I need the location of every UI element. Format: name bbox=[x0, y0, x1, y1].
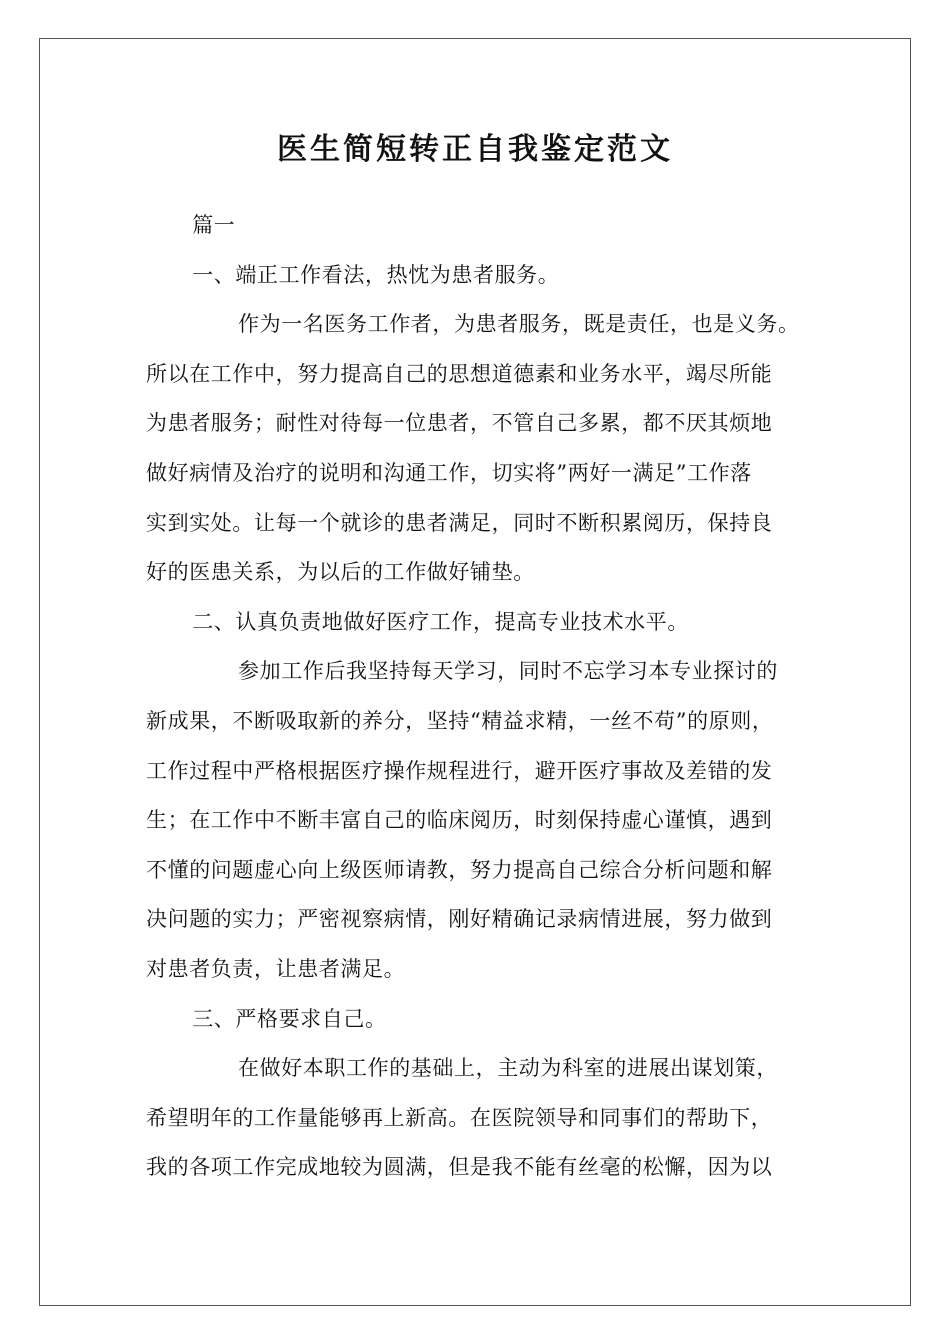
section-label: 篇一 bbox=[192, 213, 236, 237]
text-line: 为患者服务；耐性对待每一位患者，不管自己多累，都不厌其烦地 bbox=[146, 411, 773, 436]
paragraph-3 bbox=[146, 1044, 836, 1193]
heading-1: 一、端正工作看法，热忱为患者服务。 bbox=[192, 262, 560, 287]
text-line: 新成果，不断吸取新的养分，坚持“精益求精，一丝不苟”的原则， bbox=[146, 708, 774, 733]
text-line: 不懂的问题虚心向上级医师请教，努力提高自己综合分析问题和解 bbox=[146, 857, 773, 882]
document-body bbox=[146, 201, 836, 1193]
paragraph-2 bbox=[146, 647, 836, 994]
text-line: 我的各项工作完成地较为圆满，但是我不能有丝毫的松懈，因为以 bbox=[146, 1155, 773, 1180]
paragraph-1 bbox=[146, 300, 836, 598]
text-line: 希望明年的工作量能够再上新高。在医院领导和同事们的帮助下， bbox=[146, 1105, 773, 1130]
text-line: 所以在工作中，努力提高自己的思想道德素和业务水平，竭尽所能 bbox=[146, 361, 773, 386]
text-line: 作为一名医务工作者，为患者服务，既是责任，也是义务。 bbox=[238, 312, 800, 337]
text-line: 生；在工作中不断丰富自己的临床阅历，时刻保持虚心谨慎，遇到 bbox=[146, 808, 773, 833]
text-line: 决问题的实力；严密视察病情，刚好精确记录病情进展，努力做到 bbox=[146, 907, 773, 932]
text-line: 工作过程中严格根据医疗操作规程进行，避开医疗事故及差错的发 bbox=[146, 758, 773, 783]
heading-2: 二、认真负责地做好医疗工作，提高专业技术水平。 bbox=[192, 609, 689, 634]
text-line: 参加工作后我坚持每天学习，同时不忘学习本专业探讨的 bbox=[238, 659, 778, 684]
text-line: 做好病情及治疗的说明和沟通工作，切实将”两好一满足”工作落 bbox=[146, 460, 752, 485]
text-line: 好的医患关系，为以后的工作做好铺垫。 bbox=[146, 560, 535, 585]
text-line: 在做好本职工作的基础上，主动为科室的进展出谋划策， bbox=[238, 1056, 778, 1081]
text-line: 实到实处。让每一个就诊的患者满足，同时不断积累阅历，保持良 bbox=[146, 510, 773, 535]
text-line: 对患者负责，让患者满足。 bbox=[146, 956, 406, 981]
document-title: 医生简短转正自我鉴定范文 bbox=[277, 132, 673, 167]
heading-3: 三、严格要求自己。 bbox=[192, 1006, 387, 1031]
